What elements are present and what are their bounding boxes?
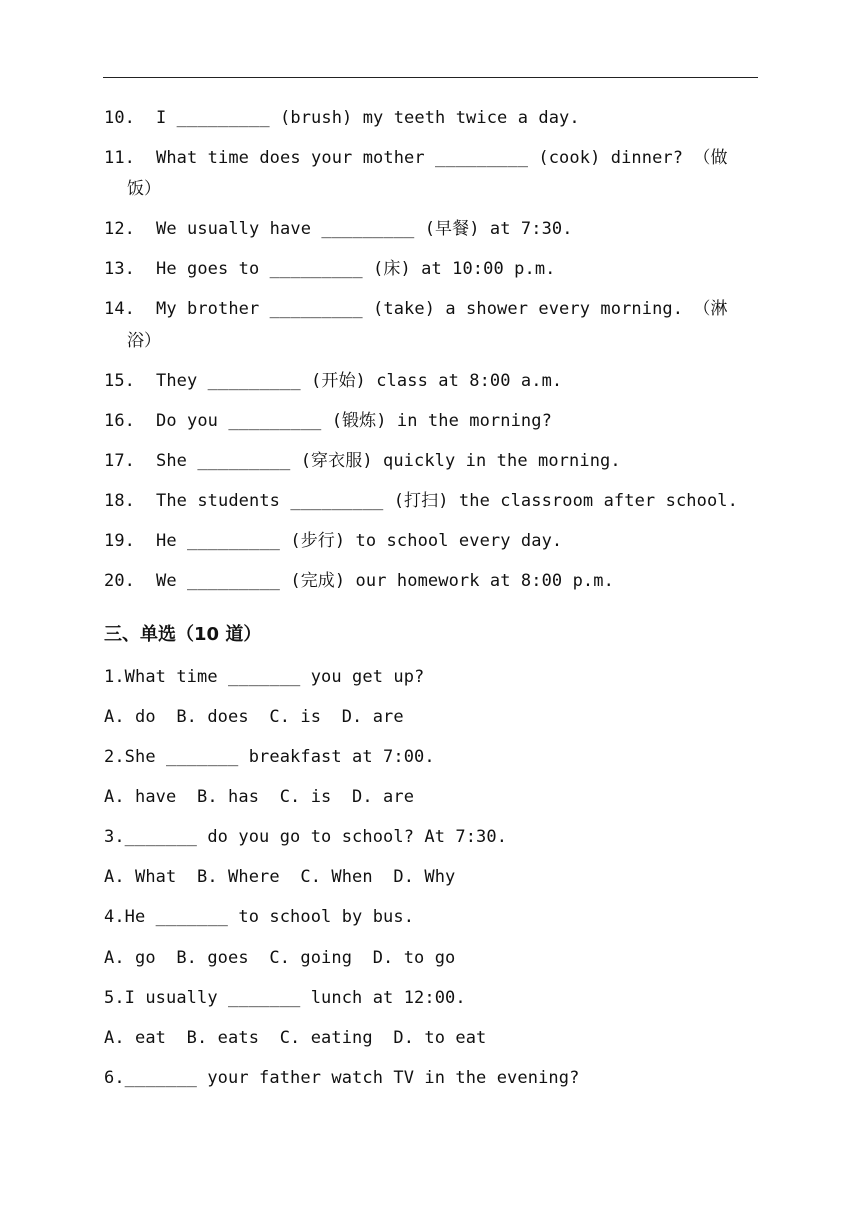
question-14	[104, 299, 728, 319]
question-text: I _________ (brush) my teeth twice a day.	[156, 108, 580, 128]
question-16	[104, 411, 552, 431]
mc-question-5: 5.I usually _______ lunch at 12:00.	[104, 988, 466, 1008]
question-number: 10.	[104, 108, 136, 128]
question-17	[104, 451, 621, 471]
mc-question-4: 4.He _______ to school by bus.	[104, 907, 415, 927]
question-text: My brother _________ (take) a shower every morning. （淋	[156, 299, 728, 319]
question-number: 15.	[104, 371, 136, 391]
question-number: 16.	[104, 411, 136, 431]
question-number: 19.	[104, 531, 136, 551]
question-number: 20.	[104, 571, 136, 591]
question-text: He goes to _________ (床) at 10:00 p.m.	[156, 259, 556, 279]
mc-question-1: 1.What time _______ you get up?	[104, 667, 425, 687]
mc-question-2: 2.She _______ breakfast at 7:00.	[104, 747, 435, 767]
question-14-continuation: 浴）	[127, 331, 161, 351]
question-text: What time does your mother _________ (cook) dinner? （做	[156, 148, 728, 168]
question-text: She _________ (穿衣服) quickly in the morning.	[156, 451, 621, 471]
question-19	[104, 531, 562, 551]
mc-options-5: A. eat B. eats C. eating D. to eat	[104, 1028, 487, 1048]
question-11-continuation: 饭）	[127, 179, 161, 199]
question-number: 17.	[104, 451, 136, 471]
question-number: 12.	[104, 219, 136, 239]
question-13	[104, 259, 556, 279]
question-text: He _________ (步行) to school every day.	[156, 531, 563, 551]
question-text: The students _________ (打扫) the classroom after school.	[156, 491, 738, 511]
question-text: They _________ (开始) class at 8:00 a.m.	[156, 371, 563, 391]
question-15	[104, 371, 562, 391]
mc-question-3: 3._______ do you go to school? At 7:30.	[104, 827, 508, 847]
mc-options-4: A. go B. goes C. going D. to go	[104, 948, 456, 968]
question-text: We _________ (完成) our homework at 8:00 p.m.	[156, 571, 614, 591]
question-18	[104, 491, 738, 511]
mc-options-3: A. What B. Where C. When D. Why	[104, 867, 456, 887]
question-12	[104, 219, 573, 239]
mc-options-1: A. do B. does C. is D. are	[104, 707, 404, 727]
question-10	[104, 108, 580, 128]
question-number: 13.	[104, 259, 136, 279]
question-text: Do you _________ (锻炼) in the morning?	[156, 411, 552, 431]
mc-options-2: A. have B. has C. is D. are	[104, 787, 415, 807]
question-number: 18.	[104, 491, 136, 511]
header-rule	[103, 77, 758, 78]
question-number: 11.	[104, 148, 136, 168]
question-text: We usually have _________ (早餐) at 7:30.	[156, 219, 573, 239]
section-heading: 三、单选（10 道）	[104, 624, 262, 645]
question-11	[104, 148, 728, 168]
mc-question-6: 6._______ your father watch TV in the evening?	[104, 1068, 580, 1088]
question-number: 14.	[104, 299, 136, 319]
question-20	[104, 571, 614, 591]
